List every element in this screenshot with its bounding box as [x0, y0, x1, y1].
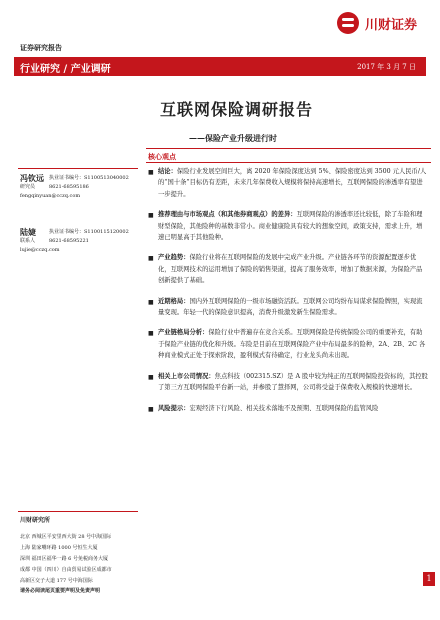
key-point-heading: 结论： [158, 168, 177, 175]
key-point-heading: 相关上市公司情况： [158, 372, 215, 380]
bullet-icon: ■ [148, 330, 154, 338]
analyst-name: 陆婕 [20, 227, 36, 237]
address-line: 北京 西城区平安里西大街 28 号中海国际 [20, 534, 112, 540]
analyst-cert: 执业证书编号：S1100115120002 [49, 229, 129, 235]
doc-type-label: 证券研究报告 [20, 43, 62, 52]
analyst-email[interactable]: fengqinyuan@cczq.com [20, 193, 81, 199]
institute-divider [18, 511, 138, 512]
report-title: 互联网保险调研报告 [160, 100, 314, 119]
key-point-text: 保险行业将在互联网保险的发展中完成产业升级。产业链各环节的资源配置逐步优化，互联网技术的运用增加了保险的销售渠道，提高了服务效率，增加了数据来源，为保险产品创新提供了基础。 [158, 254, 423, 285]
institute-address [20, 532, 112, 587]
report-banner [14, 57, 426, 76]
banner-title: 行业研究 / 产业调研 [20, 64, 111, 75]
section-label: 核心观点 [148, 152, 176, 161]
bullet-icon: ■ [148, 255, 154, 263]
report-subtitle: ——保险产业升级进行时 [189, 133, 277, 143]
analyst-email[interactable]: lujie@cczq.com [20, 247, 60, 253]
analyst-role: 联系人 [20, 238, 36, 244]
key-point-heading: 产业趋势： [158, 254, 190, 262]
title-divider [146, 148, 431, 149]
bullet-icon: ■ [148, 169, 154, 176]
sidebar-divider [18, 168, 138, 169]
page-number: 1 [423, 572, 435, 586]
key-points [146, 166, 428, 423]
address-line: 高新区交子大道 177 号中海国际 [20, 578, 93, 584]
disclaimer: 请务必阅读尾页重要声明及免责声明 [20, 588, 101, 594]
key-point-heading: 风险提示： [158, 404, 190, 412]
key-point [146, 209, 428, 243]
key-point-text: 保险行业中普遍存在竞合关系。互联网保险是传统保险公司的重要补充，有助于保险产业链的优化和升级。车险是目前在互联网保险产业中布局最多的险种，2A、2B、2C 各种商业模式正处于探索阶段，盈利模式有待确定，行业龙头尚未出现。 [158, 329, 426, 360]
key-point-heading: 产业链格局分析： [158, 329, 209, 337]
key-point [146, 403, 428, 414]
institute-name: 川财研究所 [20, 517, 51, 524]
key-point [146, 327, 428, 361]
key-point-text: 保险行业发展空间巨大，离 2020 年保险深度达到 5%、保险密度达到 3500 元人民币/人的“国十条”目标仍有差距，未来几年保费收入规模将保持高速增长，互联网保险的渗透率有望进一步提升。 [158, 168, 427, 198]
key-point-text: 焦点科技（002315.SZ）是 A 股中较为纯正的互联网保险投资标的，其控股了第三方互联网保险平台新一站，并参股了慧择网，公司将受益于保费收入规模的快速增长。 [158, 372, 428, 392]
key-point [146, 252, 428, 286]
key-point-text: 宏观经济下行风险、相关技术落地不及预期、互联网保险的监管风险 [189, 404, 379, 412]
section-divider [146, 162, 431, 163]
key-point-text: 国内外互联网保险的一级市场融资活跃。互联网公司均纷布局谋求保险牌照，实现流量变现。年轻一代的保险意识提高，消费升级激发新生保险需求。 [158, 297, 423, 317]
key-point-text: 互联网保险的渗透率还比较低，除了车险和理财型保险，其他险种的基数非常小。商业健康险具有较大的想象空间，政策支持，需求上升，增速已明显高于其他险种。 [158, 211, 423, 242]
bullet-icon: ■ [148, 212, 154, 220]
company-logo [337, 12, 432, 34]
analyst-role: 研究员 [20, 184, 36, 190]
analyst-phone: 8621-68595221 [49, 238, 89, 244]
key-point [146, 166, 428, 200]
analyst-phone: 8621-68595186 [49, 184, 89, 190]
bullet-icon: ■ [148, 405, 154, 413]
analyst-cert: 执业证书编号：S1100513040002 [49, 175, 129, 181]
key-point [146, 296, 428, 319]
key-point [146, 371, 428, 394]
bullet-icon: ■ [148, 373, 154, 381]
logo-icon [337, 12, 359, 34]
logo-text: 川财证券 [365, 17, 418, 33]
address-line: 成都 中国（四川）自由贸易试验区成都市 [20, 567, 112, 573]
analyst-name: 冯钦远 [20, 173, 44, 183]
bullet-icon: ■ [148, 298, 154, 306]
address-line: 上海 陆家嘴环路 1000 号恒生大厦 [20, 545, 98, 551]
key-point-heading: 推荐理由与市场观点（和其他券商观点）的差异： [158, 211, 297, 219]
report-date: 2017 年 3 月 7 日 [357, 63, 416, 71]
address-line: 深圳 福田区福华一路 6 号免税商务大厦 [20, 556, 108, 562]
key-point-heading: 近期格局： [158, 297, 190, 305]
